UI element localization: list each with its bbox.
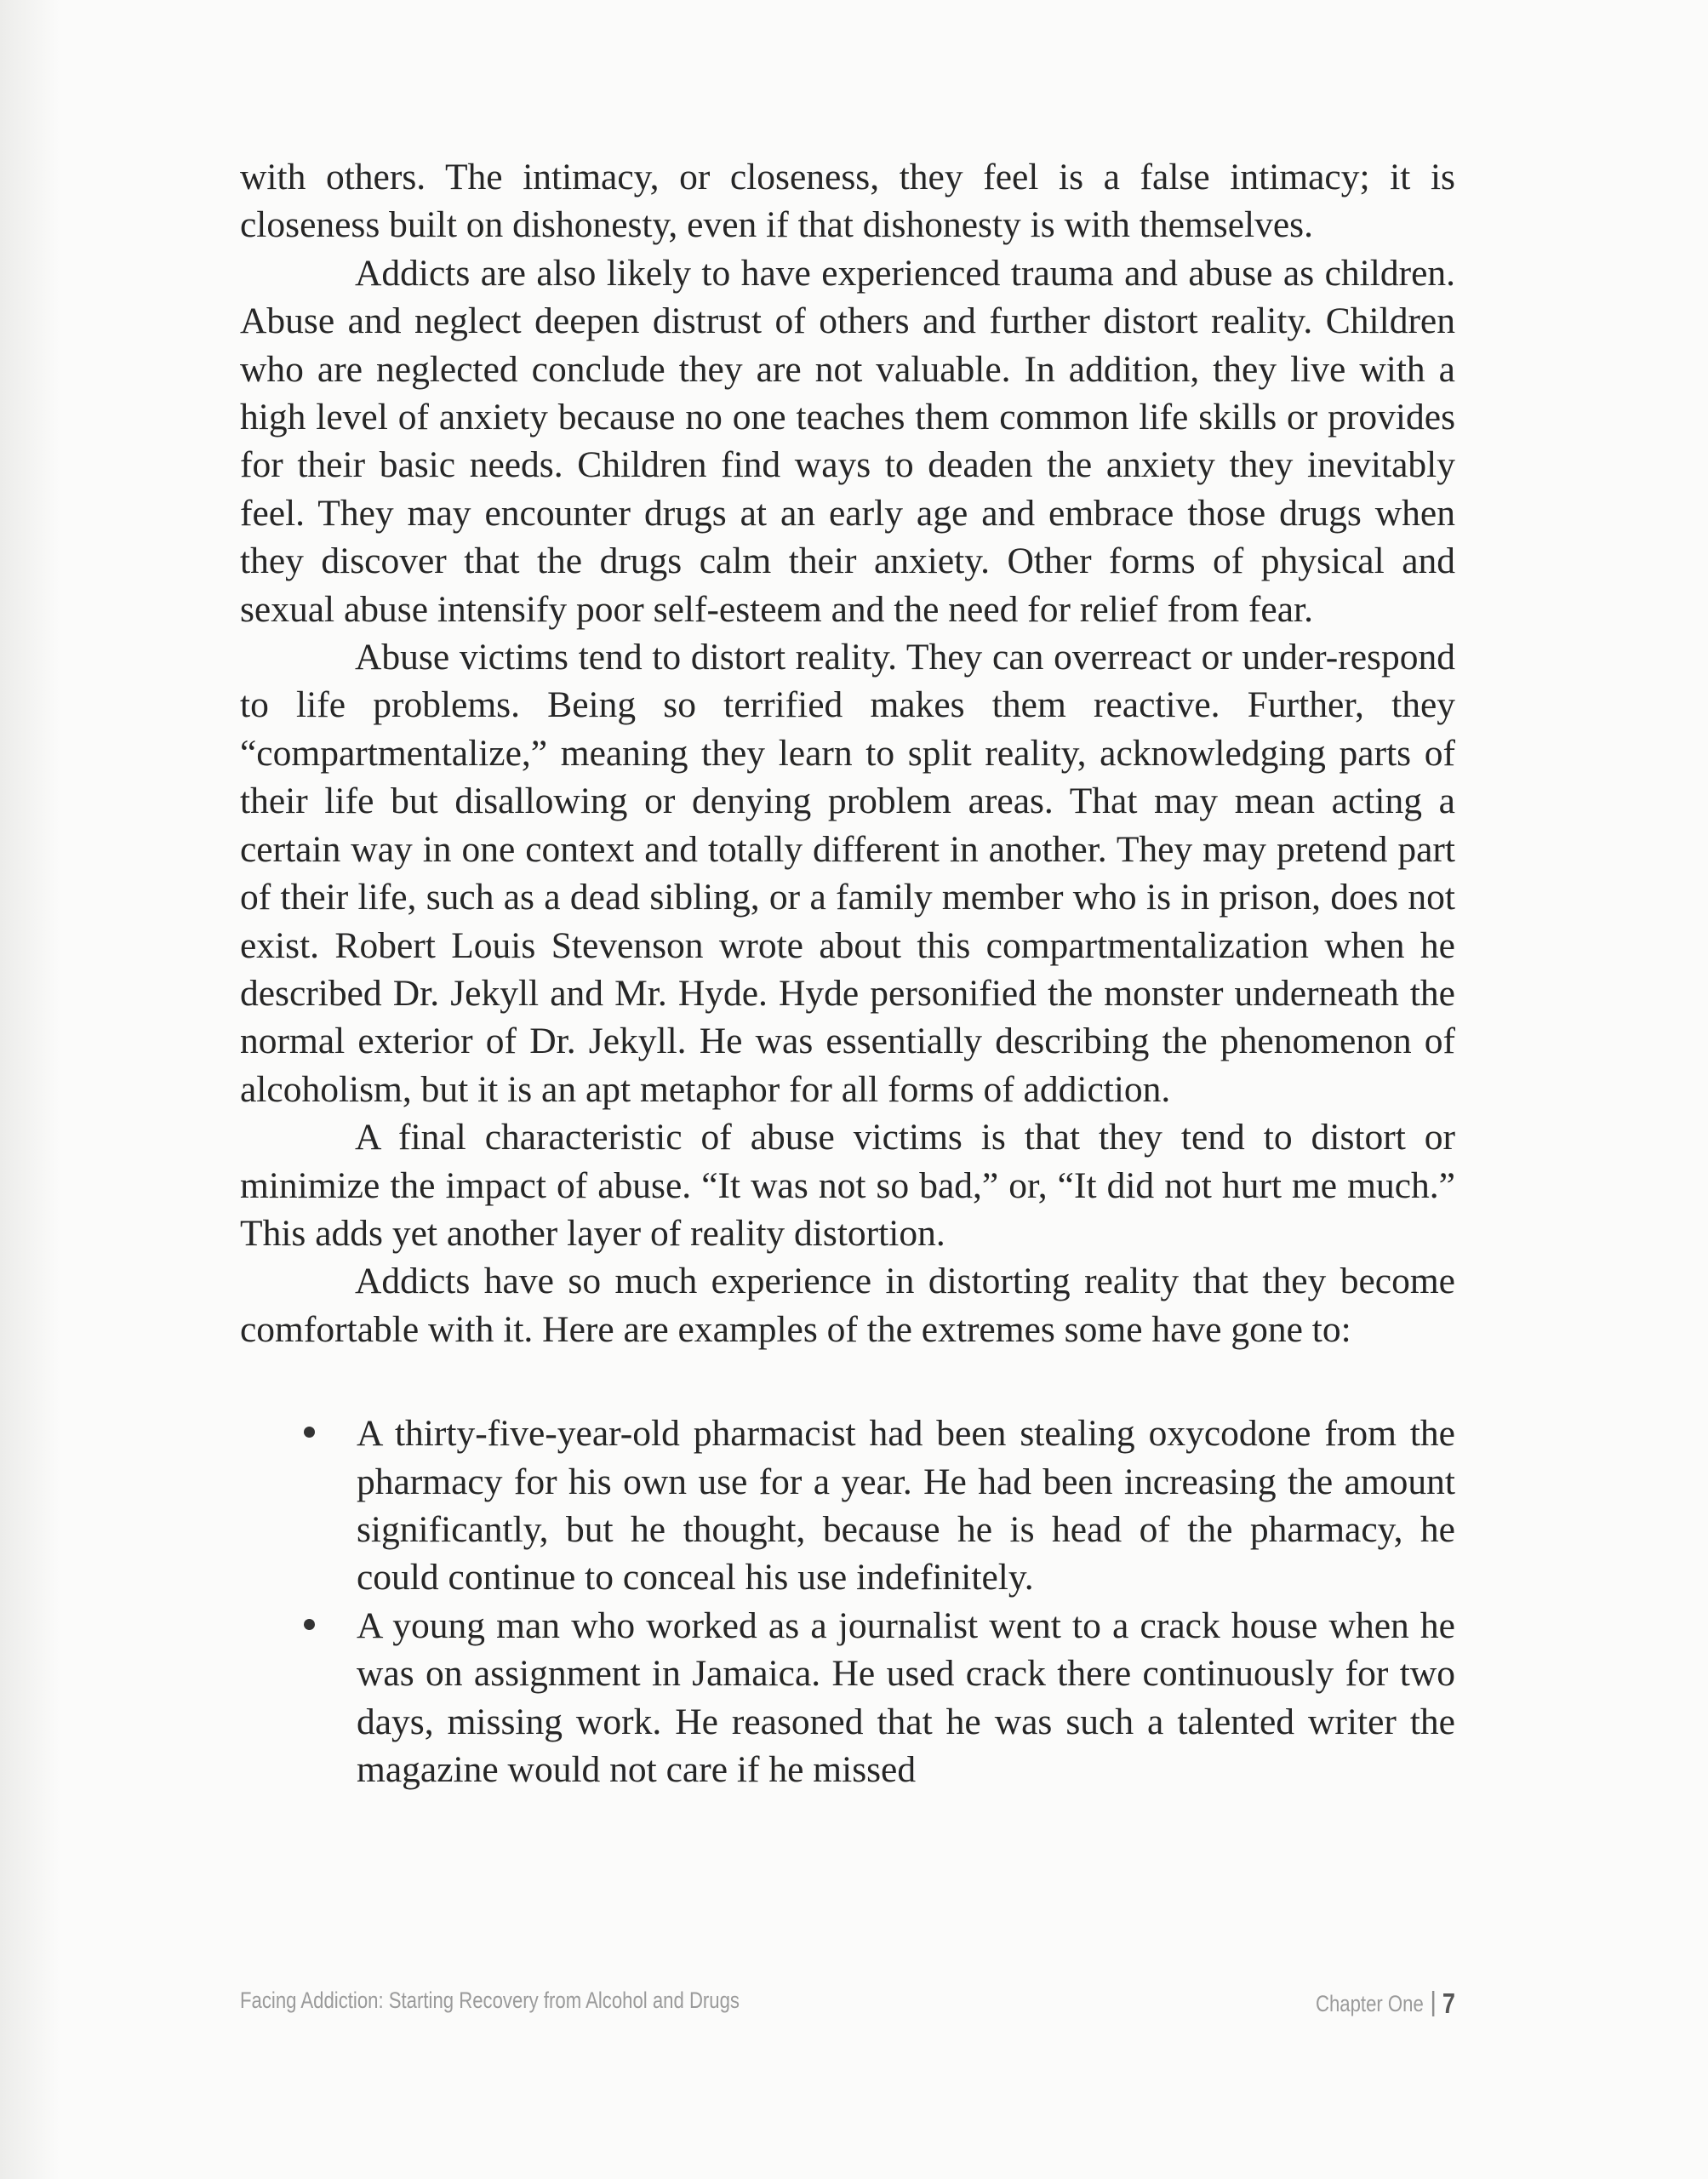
page-edge-shadow [0,0,60,2179]
paragraph: A final characteristic of abuse victims is that they tend to distort or minimize the impact of abuse. “It was not so bad,” or, “It did not hurt me much.” This adds yet another layer of reality distortion. [240,1117,1455,1254]
list-item [357,1602,1455,1794]
chapter-label: Chapter One [1316,1990,1424,2016]
footer-chapter [1316,1987,1455,2020]
paragraph: Addicts are also likely to have experienced trauma and abuse as children. Abuse and neglect deepen distrust of others and further distort reality. Children who are neglected conclude they are not valuable. In addition, they live with a high level of anxiety because no one teaches them common life skills or provides for their basic needs. Children find ways to deaden the anxiety they inevitably feel. They may encounter drugs at an early age and embrace those drugs when they discover that the drugs calm their anxiety. Other forms of physical and sexual abuse intensify poor self-esteem and the need for relief from fear. [240,252,1455,630]
paragraph: Addicts have so much experience in distorting reality that they become comfortable with it. Here are examples of the extremes some have gone to: [240,1261,1455,1350]
list-item [357,1410,1455,1602]
list-item-text: A thirty-five-year-old pharmacist had been stealing oxycodone from the pharmacy for his own use for a year. He had been increasing the amount significantly, but he thought, because he is head of the pharmacy, he could continue to conceal his use indefinitely. [357,1413,1455,1599]
paragraph: with others. The intimacy, or closeness, they feel is a false intimacy; it is closeness built on dishonesty, even if that dishonesty is with themselves. [240,157,1455,246]
list-item-text: A young man who worked as a journalist went to a crack house when he was on assignment in Jamaica. He used crack there continuously for two days, missing work. He reasoned that he was such a talented writer the magazine would not care if he missed [357,1604,1455,1790]
bullet-icon [304,1619,315,1630]
page-number: 7 [1442,1987,1455,2019]
bullet-icon [304,1427,315,1438]
body-text [240,153,1455,1793]
footer-divider [1432,1991,1434,2016]
example-list [240,1410,1455,1793]
footer-book-title: Facing Addiction: Starting Recovery from Alcohol and Drugs [240,1987,740,2013]
paragraph: Abuse victims tend to distort reality. They can overreact or under-respond to life problems. Being so terrified makes them reactive. Further, they “compartmentalize,” meaning they learn to split reality, acknowledging parts of their life but disallowing or denying problem areas. That may mean acting a certain way in one context and totally different in another. They may pretend part of their life, such as a dead sibling, or a family member who is in prison, does not exist. Robert Louis Stevenson wrote about this compartmentalization when he described Dr. Jekyll and Mr. Hyde. Hyde personified the monster underneath the normal exterior of Dr. Jekyll. He was essentially describing the phenomenon of alcoholism, but it is an apt metaphor for all forms of addiction. [240,637,1455,1110]
